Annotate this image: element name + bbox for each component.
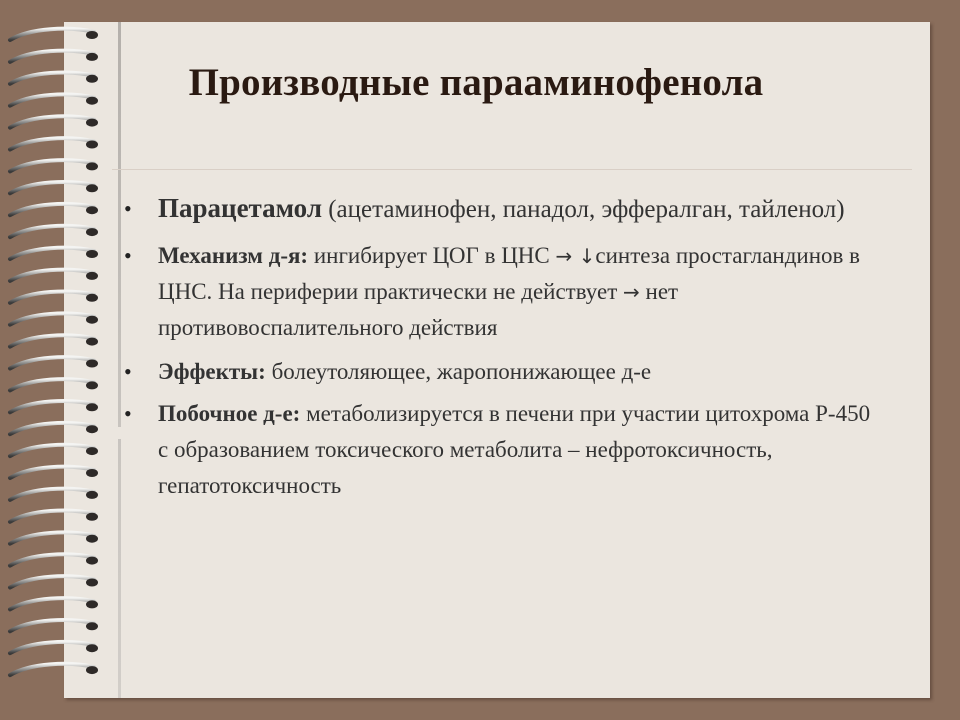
item-text: синтеза простагландинов в ЦНС. На периферии практически не действует xyxy=(158,243,860,304)
spiral-ring xyxy=(10,467,98,478)
spiral-ring xyxy=(10,576,98,587)
item-lead: Эффекты: xyxy=(158,359,266,384)
item-text: болеутоляющее, жаропонижающее д-е xyxy=(265,359,652,384)
item-lead: Механизм д-я: xyxy=(158,243,309,268)
spiral-ring xyxy=(10,182,98,193)
spiral-ring xyxy=(10,511,98,522)
right-arrow-icon: → xyxy=(555,244,573,268)
bullet-icon: • xyxy=(124,243,132,268)
spiral-ring xyxy=(10,160,98,171)
spiral-ring xyxy=(10,335,98,346)
spiral-ring xyxy=(10,664,98,675)
bullet-icon: • xyxy=(124,359,132,384)
down-arrow-icon: ↓ xyxy=(572,244,596,268)
right-arrow-icon: → xyxy=(623,280,640,304)
list-item-paracetamol xyxy=(120,190,880,228)
spiral-ring xyxy=(10,401,98,412)
spiral-ring xyxy=(10,445,98,456)
spiral-ring xyxy=(10,248,98,259)
bullet-icon: • xyxy=(124,401,132,426)
spiral-ring xyxy=(10,292,98,303)
list-item-mechanism xyxy=(120,238,880,346)
bullet-icon: • xyxy=(124,196,132,221)
item-text: метаболизируется в печени при участии цитохрома Р-450 с образованием токсического метаболита – нефротоксичность, гепатотоксичность xyxy=(158,401,871,498)
item-text: нет противовоспалительного действия xyxy=(158,279,679,340)
spiral-ring xyxy=(10,226,98,237)
spiral-binding-icon xyxy=(0,26,110,686)
spiral-ring xyxy=(10,642,98,653)
spiral-ring xyxy=(10,423,98,434)
spiral-ring xyxy=(10,204,98,215)
spiral-ring xyxy=(10,554,98,565)
list-item-side-effects xyxy=(120,396,880,504)
spiral-ring xyxy=(10,29,98,40)
bullet-list xyxy=(120,190,880,504)
item-lead: Побочное д-е: xyxy=(158,401,301,426)
item-text: (ацетаминофен, панадол, эффералган, тайленол) xyxy=(321,196,845,223)
title-divider xyxy=(112,169,912,170)
spiral-ring xyxy=(10,270,98,281)
item-lead: Парацетамол xyxy=(158,193,322,223)
spiral-ring xyxy=(10,620,98,631)
spiral-ring xyxy=(10,379,98,390)
spiral-ring xyxy=(10,598,98,609)
spiral-ring xyxy=(10,313,98,324)
spiral-ring xyxy=(10,116,98,127)
list-item-effects xyxy=(120,354,880,390)
spiral-ring xyxy=(10,357,98,368)
item-text: ингибирует ЦОГ в ЦНС xyxy=(308,243,556,268)
spiral-ring xyxy=(10,138,98,149)
spiral-ring xyxy=(10,489,98,500)
slide-title: Производные парааминофенола xyxy=(188,61,764,104)
spiral-ring xyxy=(10,532,98,543)
